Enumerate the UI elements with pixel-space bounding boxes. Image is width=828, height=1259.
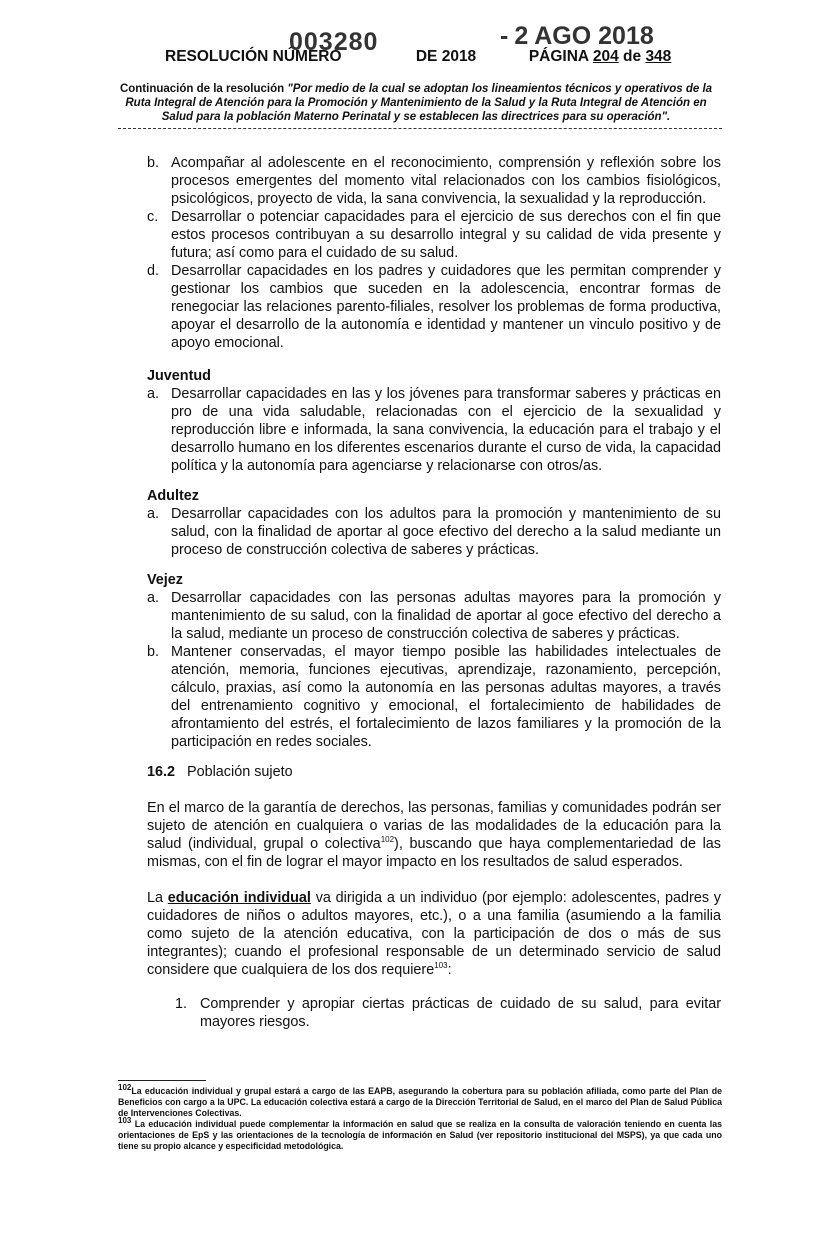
stamped-date [500,22,654,51]
list-item: a. Desarrollar capacidades en las y los jóvenes para transformar saberes y prácticas en pro de una vida saludable, relacionadas con el ejercicio de la sexualidad y reproducción libre e informada, la sana convivencia, la educación para el trabajo y el desarrollo humano en los diferentes escenarios durante el curso de vida, la capacidad política y la autonomía para agenciarse y relacionarse con otros/as. [147,386,721,474]
numbered-item: 1. Comprender y apropiar ciertas prácticas de cuidado de su salud, para evitar mayores riesgos. [175,996,721,1030]
footnotes [118,1083,722,1152]
section-number: 16.2 [147,764,176,780]
list-item: d. Desarrollar capacidades en los padres y cuidadores que les permitan comprender y gestionar los cambios que suceden en la adolescencia, encontrar formas de renegociar las relaciones parento-filiales, resolver los problemas de forma productiva, apoyar el desarrollo de la autonomía e identidad y mantener un vinculo positivo y de apoyo emocional. [147,263,721,351]
footnote-rule [118,1080,206,1081]
list-item: c. Desarrollar o potenciar capacidades para el ejercicio de sus derechos con el fin que estos procesos contribuyan a su desarrollo integral y su calidad de vida presente y futura; así como para el cuidado de su salud. [147,209,721,261]
stamp-date-text: 2 AGO 2018 [514,22,654,50]
footnote-ref: 103 [434,961,448,971]
page-number: 204 [592,48,619,65]
continuation-note [112,82,720,124]
footnote: $^{102}$La educación individual y grupal estará a cargo de las EAPB, asegurando la cobertura para su población afiliada, como parte del Plan de Beneficios con cargo a la UPC. La educación colectiva estará a cargo de la Dirección Territorial de Salud, en el marco del Plan de Salud Pública de Intervenciones Colectivas. [118,1083,722,1118]
header-line [165,48,671,66]
list-item: a. Desarrollar capacidades con los adultos para la promoción y mantenimiento de su salud, con la finalidad de aportar al goce efectivo del derecho a la salud mediante un proceso de construcción colectiva de saberes y prácticas. [147,506,721,558]
resolution-title: "Por medio de la cual se adoptan los lineamientos técnicos y operativos de la Ruta Integral de Atención para la Promoción y Mantenimiento de la Salud y la Ruta Integral de Atención en Salud para la población Materno Perinatal y se establecen las directrices para su operación". [125,83,713,123]
year-label: DE 2018 [415,48,477,65]
page-total: 348 [645,48,672,65]
paragraph: La educación individual va dirigida a un individuo (por ejemplo: adolescentes, padres y cuidadores de niños o adultos mayores, etc.), o a una familia (asumiendo a la familia como sujeto de la atención educativa, con la participación de dos o más de sus integrantes); cuando el profesional responsable de un determinado servicio de salud considere que cualquiera de los dos requiere$^{103}$: [147,890,722,978]
page-header [165,18,725,68]
page-label: PÁGINA [528,48,589,65]
heading-youth: Juventud [147,368,211,384]
list-item: a. Desarrollar capacidades con las personas adultas mayores para la promoción y mantenimiento de su salud, con la finalidad de aportar al goce efectivo del derecho a la salud, mediante un proceso de construcción colectiva de saberes y prácticas. [147,590,721,642]
main-text [147,154,721,1031]
page-of: de [623,48,642,65]
footnote-ref: 102 [380,835,395,845]
stamp-dash: - [500,22,509,50]
paragraph: En el marco de la garantía de derechos, las personas, familias y comunidades podrán ser sujeto de atención en cualquiera o varias de las modalidades de la educación para la salud (individual, grupal o colectiva$^{102}$), buscando que haya complementariedad de las mismas, con el fin de lograr el mayor impacto en los resultados de salud esperados. [147,800,721,870]
continuation-lead: Continuación de la resolución [119,83,285,95]
heading-adulthood: Adultez [147,488,199,504]
footnote: $^{103}$ La educación individual puede complementar la información en salud que se realiza en la consulta de valoración teniendo en cuenta las orientaciones de EpS y las orientaciones de la tecnología de información en Salud (ver repositorio institucional del MSPS), ya que cada uno tiene su propio alcance y especificidad metodológica. [118,1116,722,1151]
resolution-label: RESOLUCIÓN NÚMERO [165,48,342,65]
emphasis-term: educación individual [167,890,311,906]
section-title: Población sujeto [187,764,293,780]
header-divider [118,128,722,129]
list-item: b. Acompañar al adolescente en el reconocimiento, comprensión y reflexión sobre los procesos emergentes del momento vital relacionados con los cambios fisiológicos, psicológicos, proyecto de vida, la sana convivencia, la sexualidad y la reproducción. [147,155,721,207]
heading-old-age: Vejez [147,572,184,588]
section-heading [147,763,721,781]
list-item: b. Mantener conservadas, el mayor tiempo posible las habilidades intelectuales de atención, memoria, funciones ejecutivas, aprendizaje, razonamiento, percepción, cálculo, praxias, así como la autonomía en las personas adultas mayores, a través del entrenamiento cognitivo y emocional, el fortalecimiento de habilidades de afrontamiento del estrés, el fortalecimiento de lazos familiares y la promoción de la participación en redes sociales. [147,644,721,750]
stamped-resolution-number: 003280 [289,28,379,56]
